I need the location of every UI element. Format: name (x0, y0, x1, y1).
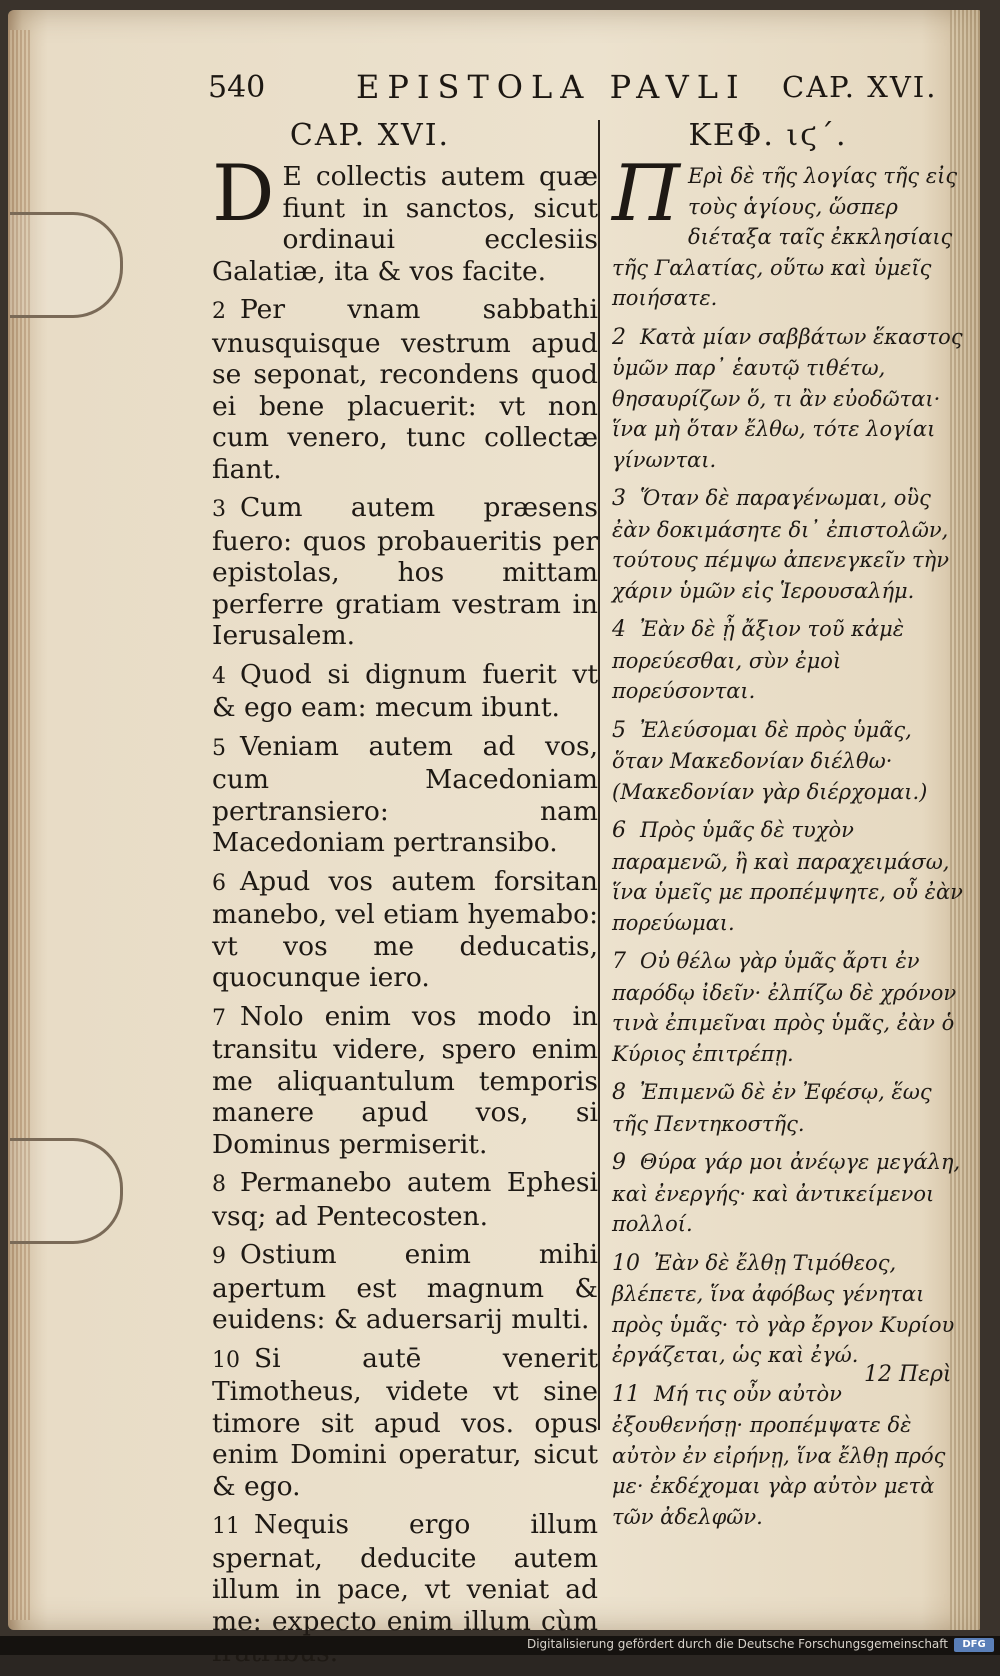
greek-verse-number: 5 (612, 717, 626, 743)
greek-column (612, 118, 964, 1540)
latin-verse-1 (212, 149, 598, 287)
latin-verse-number: 7 (212, 1005, 226, 1031)
latin-verse-number: 4 (212, 663, 226, 689)
latin-verse-number: 8 (212, 1172, 226, 1197)
latin-verse-8 (212, 1167, 598, 1232)
greek-verse-8 (612, 1077, 964, 1139)
greek-verse-1-text: Ερὶ δὲ τῆς λογίας τῆς εἰς τοὺς ἁγίους, ὥσπερ διέταξα ταῖς ἐκκλησίαις τῆς Γαλατίας, οὕτω καὶ ὑμεῖς ποιήσατε. (612, 164, 958, 310)
latin-verse-text: Permanebo autem Ephesi vsq; ad Pentecosten. (212, 1167, 598, 1232)
latin-chapter-heading: CAP. XVI. (289, 118, 451, 153)
greek-verse-number: 4 (612, 617, 626, 642)
latin-verse-3 (212, 492, 598, 652)
latin-verse-list (212, 294, 598, 1669)
greek-verse-7 (612, 946, 964, 1069)
latin-verse-text: Nequis ergo illum spernat, deducite autem illum in pace, vt veniat ad me: expecto enim illum cùm (212, 1509, 598, 1637)
latin-verse-number: 2 (212, 299, 226, 324)
greek-verse-text: Ἐὰν δὲ ἔλθῃ Τιμόθεος, βλέπετε, ἵνα ἀφόβως γένηται πρὸς ὑμᾶς· τὸ γὰρ ἔργον Κυρίου ἐργάζεται, ὡς καὶ ἐγώ. (612, 1250, 955, 1367)
greek-chapter-heading: ΚΕΦ. ιϛ΄. (688, 118, 848, 153)
latin-verse-text: Apud vos autem forsitan manebo, vel etiam hyemabo: vt vos me deducatis, quocunque iero. (212, 865, 598, 993)
greek-verse-number: 11 (612, 1381, 640, 1407)
greek-verse-text: Κατὰ μίαν σαββάτων ἕκαστος ὑμῶν παρ᾽ ἑαυτῷ τιθέτω, θησαυρίζων ὅ, τι ἂν εὐοδῶται· ἵνα μὴ ὅταν ἔλθω, τότε λογίαι γίνωνται. (612, 324, 963, 472)
greek-verse-5 (612, 715, 964, 808)
catchword: 12 Περὶ (864, 1362, 952, 1387)
greek-verse-text: Ὅταν δὲ παραγένωμαι, οὓς ἐὰν δοκιμάσητε δι᾽ ἐπιστολῶν, τούτους πέμψω ἀπενεγκεῖν τὴν χάριν ὑμῶν εἰς Ἱερουσαλήμ. (612, 486, 949, 603)
latin-verse-number: 6 (212, 870, 226, 896)
latin-verse-text: Per vnam sabbathi vnusquisque vestrum apud se seponat, recondens quod ei bene placuerit: vt non cum venero, tunc collectæ fiant. (212, 294, 598, 485)
latin-verse-number: 3 (212, 497, 226, 522)
greek-verse-list (612, 322, 964, 1533)
latin-verse-9 (212, 1239, 598, 1336)
book-clasp-lower (10, 1138, 123, 1244)
greek-verse-6 (612, 815, 964, 938)
book-clasp-upper (10, 212, 123, 318)
latin-verse-2 (212, 294, 598, 485)
greek-verse-text: Πρὸς ὑμᾶς δὲ τυχὸν παραμενῶ, ἢ καὶ παραχειμάσω, ἵνα ὑμεῖς με προπέμψητε, οὗ ἐὰν πορεύωμαι. (612, 818, 963, 935)
greek-verse-text: Μή τις οὖν αὐτὸν ἐξουθενήσῃ· προπέμψατε δὲ αὐτὸν ἐν εἰρήνῃ, ἵνα ἔλθῃ πρός με· ἐκδέχομαι γὰρ αὐτὸν μετὰ τῶν ἀδελφῶν. (612, 1381, 946, 1529)
greek-verse-4 (612, 614, 964, 707)
running-title: EPISTOLA PAVLI (356, 68, 747, 106)
latin-verse-number: 5 (212, 735, 226, 761)
footer-credit: Digitalisierung gefördert durch die Deutsche Forschungsgemeinschaft (526, 1637, 948, 1651)
latin-verse-number: 9 (212, 1244, 226, 1269)
greek-verse-9 (612, 1147, 964, 1240)
latin-verse-text: Veniam autem ad vos, cum Macedoniam pertransiero: nam Macedoniam pertransibo. (212, 730, 598, 858)
greek-verse-3 (612, 483, 964, 606)
dfg-logo-icon: DFG (954, 1638, 994, 1652)
greek-dropcap: Π (612, 149, 681, 239)
greek-verse-1 (612, 149, 964, 314)
latin-verse-text: Quod si dignum fuerit vt & ego eam: mecum ibunt. (212, 658, 598, 723)
running-chapter: CAP. XVI. (782, 70, 938, 104)
digitization-footer (0, 1636, 1000, 1655)
latin-verse-number: 10 (212, 1347, 240, 1373)
latin-verse-4 (212, 659, 598, 724)
latin-verse-text: Nolo enim vos modo in transitu videre, spero enim me aliquantulum temporis manere apud vos, si Dominus permiserit. (212, 1000, 598, 1160)
latin-verse-6 (212, 866, 598, 994)
latin-column (212, 118, 598, 1676)
latin-verse-7 (212, 1001, 598, 1161)
latin-verse-5 (212, 731, 598, 859)
greek-verse-number: 7 (612, 949, 626, 974)
latin-verse-text: Ostium enim mihi apertum est magnum & euidens: & aduersarij multi. (212, 1239, 598, 1335)
greek-verse-text: Ἐλεύσομαι δὲ πρὸς ὑμᾶς, ὅταν Μακεδονίαν διέλθω· (Μακεδονίαν γὰρ διέρχομαι.) (612, 717, 928, 804)
latin-verse-text: Si autē venerit Timotheus, videte vt sine timore sit apud vos. opus enim Domini operatur, sicut & ego. (212, 1342, 598, 1502)
column-divider (598, 120, 600, 1430)
greek-verse-text: Οὐ θέλω γὰρ ὑμᾶς ἄρτι ἐν παρόδῳ ἰδεῖν· ἐλπίζω δὲ χρόνον τινὰ ἐπιμεῖναι πρὸς ὑμᾶς, ἐὰν ὁ Κύριος ἐπιτρέπῃ. (612, 949, 957, 1066)
greek-verse-number: 6 (612, 818, 626, 843)
greek-verse-number: 9 (612, 1150, 626, 1175)
latin-verse-10 (212, 1343, 598, 1503)
greek-verse-10 (612, 1248, 964, 1371)
greek-verse-number: 8 (612, 1080, 626, 1105)
greek-verse-text: Ἐὰν δὲ ᾖ ἄξιον τοῦ κἀμὲ πορεύεσθαι, σὺν ἐμοὶ πορεύσονται. (612, 617, 905, 703)
greek-verse-number: 3 (612, 486, 626, 511)
greek-verse-number: 10 (612, 1250, 640, 1276)
greek-verse-number: 2 (612, 324, 626, 350)
greek-verse-text: Θύρα γάρ μοι ἀνέῳγε μεγάλη, καὶ ἐνεργής· καὶ ἀντικείμενοι πολλοί. (612, 1150, 961, 1236)
latin-verse-number: 11 (212, 1514, 240, 1539)
latin-verse-1-text: E collectis autem quæ fiunt in sanctos, sicut ordinaui ecclesiis Galatiæ, ita & vos facite. (212, 161, 598, 287)
latin-verse-text: Cum autem præsens fuero: quos probaueritis per epistolas, hos mittam perferre gratiam vestram in Ierusalem. (212, 492, 598, 651)
running-header (0, 70, 1000, 110)
page-number: 540 (208, 70, 266, 105)
greek-verse-11 (612, 1379, 964, 1533)
greek-verse-text: Ἐπιμενῶ δὲ ἐν Ἐφέσῳ, ἕως τῆς Πεντηκοστῆς. (612, 1080, 932, 1136)
greek-verse-2 (612, 322, 964, 476)
latin-dropcap: D (212, 149, 275, 239)
